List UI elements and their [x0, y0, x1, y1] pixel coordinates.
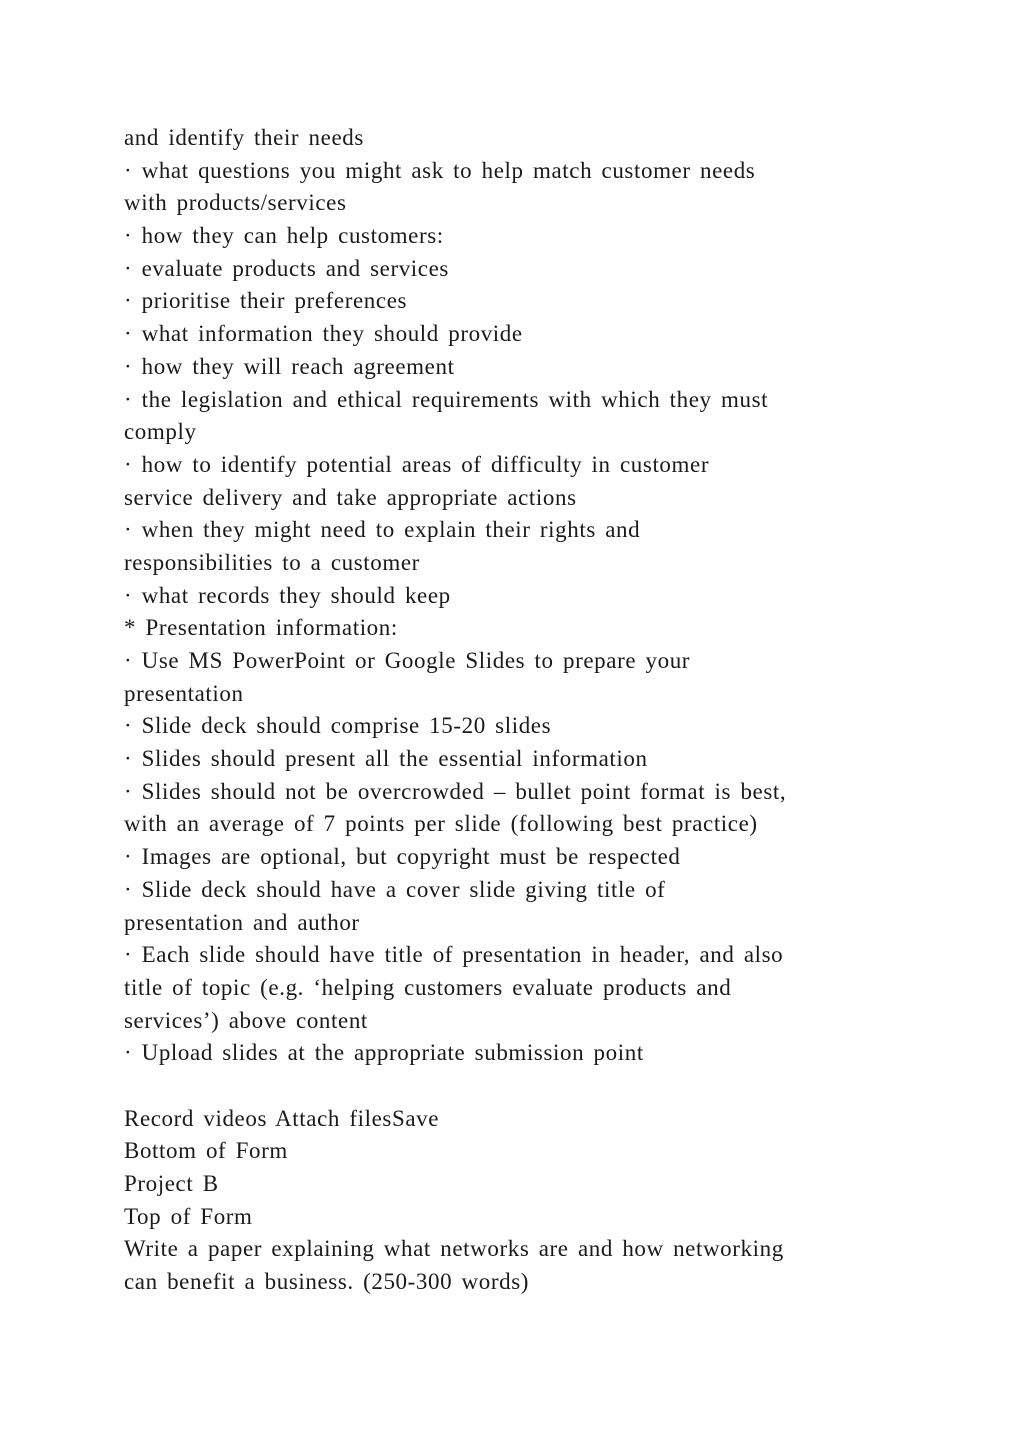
bullet-line: · Slides should present all the essential information	[124, 746, 648, 772]
bullet-line: · prioritise their preferences	[124, 288, 408, 314]
text-line: services’) above content	[124, 1007, 368, 1033]
text-line: comply	[124, 419, 197, 445]
bullet-line: · Slide deck should have a cover slide giving title of	[124, 876, 666, 902]
task-line: can benefit a business. (250-300 words)	[124, 1269, 530, 1295]
task-line: Write a paper explaining what networks are and how networking	[124, 1236, 784, 1262]
text-line: with products/services	[124, 190, 347, 216]
bullet-line: · what questions you might ask to help match customer needs	[124, 157, 756, 183]
text-line: title of topic (e.g. ‘helping customers evaluate products and	[124, 974, 732, 1000]
bullet-line: · Each slide should have title of presentation in header, and also	[124, 942, 784, 968]
bullet-line: · how to identify potential areas of difficulty in customer	[124, 451, 710, 477]
text-line: service delivery and take appropriate actions	[124, 484, 577, 510]
form-marker-top: Top of Form	[124, 1203, 253, 1229]
bullet-line: · what information they should provide	[124, 321, 523, 347]
project-heading: Project B	[124, 1171, 219, 1196]
bullet-line: · how they can help customers:	[124, 223, 444, 249]
bullet-line: · Images are optional, but copyright must be respected	[124, 844, 681, 870]
text-line: with an average of 7 points per slide (following best practice)	[124, 811, 758, 837]
document-body	[124, 122, 914, 1299]
text-line: presentation and author	[124, 909, 360, 935]
bullet-line: · Use MS PowerPoint or Google Slides to prepare your	[124, 648, 691, 673]
bullet-line: · evaluate products and services	[124, 255, 449, 281]
form-marker-bottom: Bottom of Form	[124, 1138, 288, 1164]
text-line: responsibilities to a customer	[124, 549, 420, 575]
bullet-line: · Slide deck should comprise 15-20 slides	[124, 713, 552, 739]
text-line: and identify their needs	[124, 125, 364, 150]
bullet-line: · Upload slides at the appropriate submission point	[124, 1040, 644, 1066]
blank-line	[124, 1070, 914, 1103]
bullet-line: · the legislation and ethical requirements with which they must	[124, 386, 769, 412]
text-line: presentation	[124, 680, 244, 706]
section-heading: * Presentation information:	[124, 615, 398, 641]
form-controls-text: Record videos Attach filesSave	[124, 1105, 440, 1131]
bullet-line: · when they might need to explain their rights and	[124, 517, 641, 543]
bullet-line: · Slides should not be overcrowded – bullet point format is best,	[124, 778, 787, 804]
bullet-line: · what records they should keep	[124, 582, 451, 608]
bullet-line: · how they will reach agreement	[124, 353, 455, 379]
